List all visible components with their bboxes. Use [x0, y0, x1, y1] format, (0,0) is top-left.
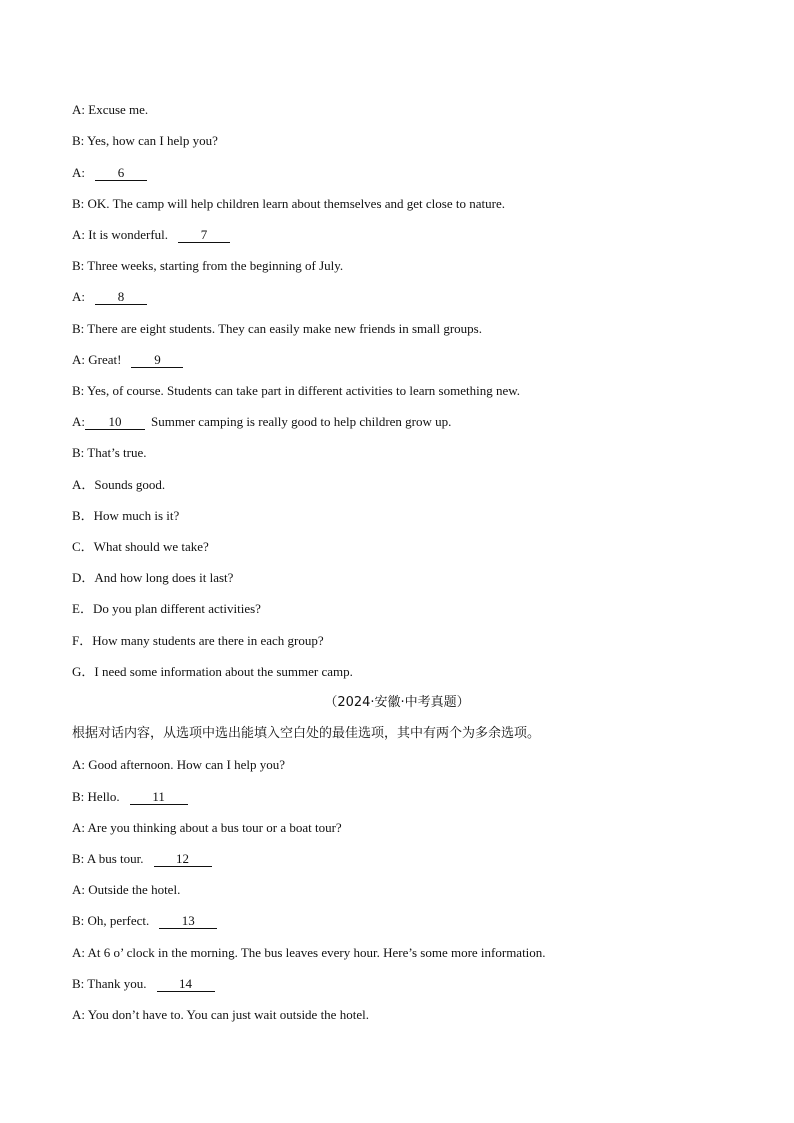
answer-blank-13[interactable]: 13 [159, 914, 217, 929]
option-text: B．How much is it? [72, 508, 180, 523]
line-text: A: Good afternoon. How can I help you? [72, 757, 285, 772]
option-b [72, 508, 179, 524]
line-text: B: A bus tour. [72, 851, 144, 866]
line-text: A: Are you thinking about a bus tour or a boat tour? [72, 820, 342, 835]
dialogue-line [72, 196, 505, 212]
answer-blank-10[interactable]: 10 [85, 415, 145, 430]
option-f [72, 633, 324, 649]
source-tag: （2024·安徽·中考真题） [324, 695, 470, 710]
instruction: 根据对话内容，从选项中选出能填入空白处的最佳选项，其中有两个为多余选项。 [72, 726, 541, 741]
option-text: D．And how long does it last? [72, 570, 234, 585]
line-text: B: OK. The camp will help children learn about themselves and get close to nature. [72, 196, 505, 211]
dialogue-line [72, 289, 147, 305]
option-text: C．What should we take? [72, 539, 209, 554]
dialogue-line [72, 321, 482, 337]
answer-blank-9[interactable]: 9 [131, 353, 183, 368]
line-text: A: It is wonderful. [72, 227, 169, 242]
dialogue-line [72, 133, 218, 149]
line-text: A: [72, 289, 85, 304]
line-text: Summer camping is really good to help children grow up. [151, 414, 452, 429]
option-e [72, 601, 261, 617]
dialogue-line [72, 165, 147, 181]
option-text: A．Sounds good. [72, 477, 166, 492]
line-prefix: A: [72, 414, 85, 429]
line-text: B: Three weeks, starting from the beginning of July. [72, 258, 344, 273]
option-text: F．How many students are there in each group? [72, 633, 324, 648]
line-text: A: You don’t have to. You can just wait outside the hotel. [72, 1007, 369, 1022]
line-text: B: That’s true. [72, 445, 147, 460]
dialogue-line [72, 851, 212, 867]
line-text: B: Thank you. [72, 976, 147, 991]
answer-blank-8[interactable]: 8 [95, 290, 147, 305]
answer-blank-14[interactable]: 14 [157, 977, 215, 992]
dialogue-line [72, 352, 183, 368]
answer-blank-11[interactable]: 11 [130, 790, 188, 805]
line-text: B: Yes, how can I help you? [72, 133, 218, 148]
dialogue-line [72, 913, 217, 929]
dialogue-line [72, 414, 451, 430]
dialogue-line [72, 945, 546, 961]
line-text: A: At 6 o’ clock in the morning. The bus leaves every hour. Here’s some more information. [72, 945, 546, 960]
dialogue-line [72, 789, 188, 805]
option-d [72, 570, 233, 586]
dialogue-line [72, 383, 520, 399]
line-text: B: Yes, of course. Students can take part in different activities to learn something new. [72, 383, 521, 398]
line-text: B: There are eight students. They can easily make new friends in small groups. [72, 321, 482, 336]
answer-blank-7[interactable]: 7 [178, 228, 230, 243]
answer-blank-12[interactable]: 12 [154, 852, 212, 867]
option-c [72, 539, 209, 555]
line-text: A: [72, 165, 85, 180]
dialogue-line [72, 102, 148, 118]
line-text: A: Great! [72, 352, 122, 367]
option-text: E．Do you plan different activities? [72, 601, 261, 616]
line-text: A: Excuse me. [72, 102, 149, 117]
line-text: B: Oh, perfect. [72, 913, 150, 928]
dialogue-line [72, 820, 342, 836]
line-text: B: Hello. [72, 789, 120, 804]
dialogue-line [72, 1007, 369, 1023]
answer-blank-6[interactable]: 6 [95, 166, 147, 181]
dialogue-line [72, 258, 343, 274]
line-text: A: Outside the hotel. [72, 882, 181, 897]
dialogue-line [72, 976, 215, 992]
option-g [72, 664, 353, 680]
option-a [72, 477, 165, 493]
dialogue-line [72, 445, 147, 461]
dialogue-line [72, 882, 180, 898]
option-text: G．I need some information about the summer camp. [72, 664, 353, 679]
dialogue-line [72, 227, 230, 243]
dialogue-line [72, 757, 285, 773]
